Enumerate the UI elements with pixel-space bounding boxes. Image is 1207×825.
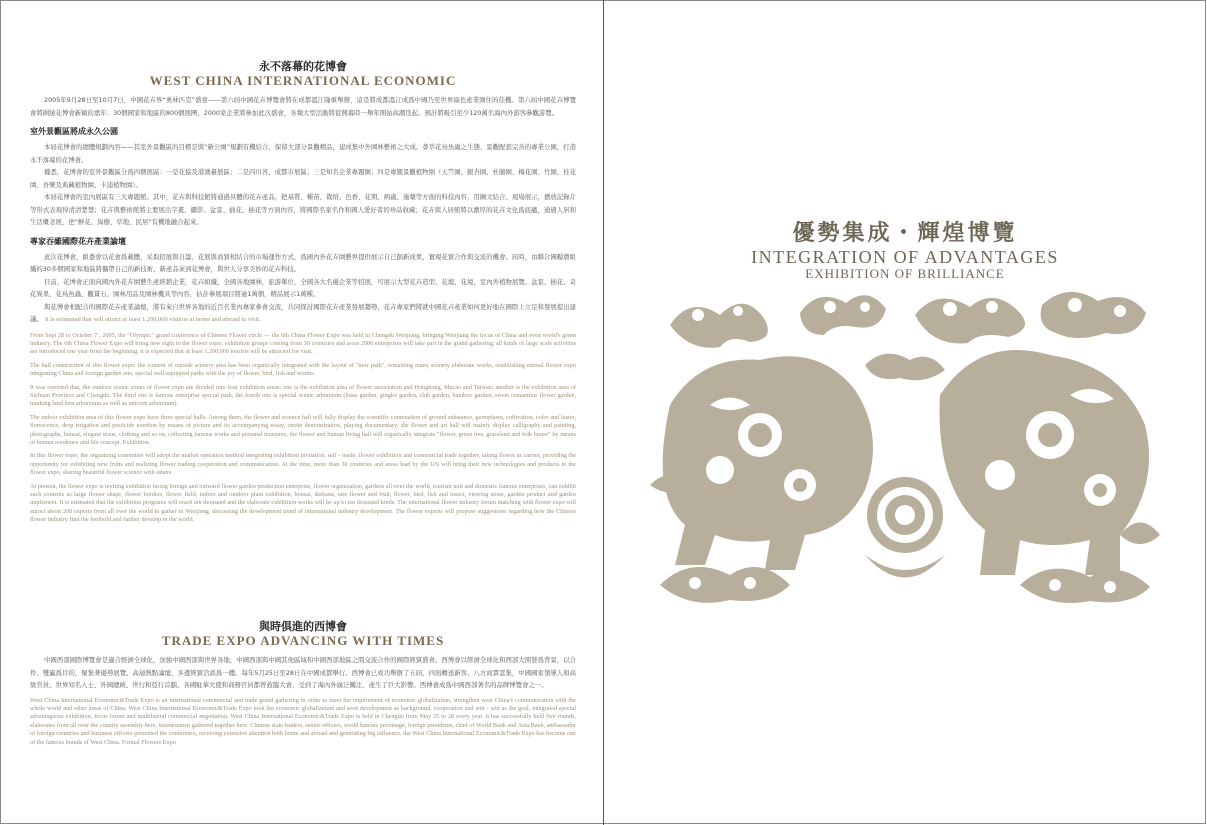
section2-title-en: TRADE EXPO ADVANCING WITH TIMES: [161, 633, 445, 648]
english-paragraph-6: At present, the flower expo is inviting exhibition facing foreign and outward flower garden production enterprise, flower organization, gardens all over the world, tourism unit and domestic famous enterprises, can exhibit such contents as large flower shape, flower borders, flower field, indoor and outdoor plant exhibition, bonsai, ikebana, rare flower and fruit, flower, bird, fish and insect, viewing stone, garden product and garden implement. It is estimated that the exhibition programs will reach ten thousand and the elaborate exhibition works will be up to ten thousand kinds. The international flower industry forum matching with flower expo will attract about 200 experts from all over the world to gather in Wenjiang, discussing the development trend of international industry development. The flower experts will propose suggestions regarding how the Chinese flower industry find the foothold and further develop in the world.: [30, 482, 576, 524]
cloud-scroll-icon: [1020, 569, 1150, 603]
outdoor-paragraph-2: 據悉，花博會的室外景觀區分爲四個展區：一是花協及港澳臺展區；二是四川省、成都市展區；三是知名企業專題園；四是專題景觀植物園（天竺園、銀杏園、杜鵑園、梅花園、竹園、桂花園、吾樂及典藏植物園、卡浦植物園）。: [30, 168, 576, 189]
english-paragraph-4: The indoor exhibition area of this flower expo have three special halls. Among them, the flower and science hall will fully display the scientific connotation of ground substance, germplasm, cultivation, color and luster, florescence, drop irrigation and pesticide exertion by means of picture and its accompanying essay, onsite demonstration, playing documentary; the flower and art hall will mainly display calligraphy and painting, photographs, bonsai, elegant stone, clothing and so on, collecting famous works and personal treasures; the flower and human living hall will organically integrate "flower, green tree, grassland and folk house" by means of human residence and life concept. Exhibition.: [30, 413, 576, 446]
section1-title-cn: 永不落幕的花博會: [259, 60, 347, 73]
right-lion-figure: [940, 350, 1150, 575]
forum-paragraph-3: [30, 301, 576, 327]
left-lion-figure: [663, 356, 873, 570]
section2-paragraph-en: West China International Economic&Trade Expo is an international commercial and trade grand gathering in order to meet the requirement of economic globalization, strengthen west China's communication with the whole world and other areas of China. West China International Economic&Trade Expo took the economic globalization and west development as background, cooperation and win - win as the goal, integrated special advantageous exhibition, focus forum and multilateral commercial negotiation. West China International Economic&Trade Expo is held in Chengdu from May 25 to 28 every year. it has successfully held five rounds, elaborates from all over the country assembly here, businessmen gathered together here. Chinese state leaders, senior officers, world famous personage, foreign presidents, chief of World Bank and Asia Bank, ambassador of foreign countries and business officers presented the conference, receiving extensive attention both home and abroad and generating big influence. the West China International Economic&Trade Expo has become one of the famous brands of West China. Formal Flowers Expo: [30, 696, 576, 746]
subheading-outdoor-park: 室外景觀區將成永久公園: [30, 127, 118, 136]
cloud-scroll-icon: [670, 304, 768, 348]
forum-paragraph-2: 目前，花博會正面向國內外花卉園藝生產經銷企業，花卉組織，全國各地園林，旅游單位，全國各大名優企業等招展，可展示大型花卉造型、花壇、花境，室內外植物展覽、盆景、插花、奇花異果、花鳥魚蟲、觀賞石、園林用品及園林機具等內容，估計參展項目將逾1萬個，精品展示1萬種。: [30, 277, 576, 298]
english-paragraph-3: It was reported that, the outdoor scenic zones of flower expo are divided into four exhibition areas: one is the exhibition area of flower association and Hongkong, Macao and Taiwan; another is the exhibition area of Sichuan Province and Chengdu. The third one is famous enterprise special park, the fourth one is special scenic arboretum (lotus garden, gingko garden, club garden, bamboo garden, sweet osmanthus flower garden, marking land fern arboretum as well as unicorn arboretum).: [30, 383, 576, 408]
section1-title-en: WEST CHINA INTERNATIONAL ECONOMIC: [149, 73, 457, 88]
cloud-scroll-icon: [800, 295, 886, 335]
left-page-section-2: [30, 620, 576, 752]
english-paragraph-5: In this flower expo, the organizing committee will adopt the market operation method integrating exhibition invitation, self - made, flower exhibition and commercial trade together, taking flower as carrier, providing the opportunity for exhibiting new fruits and realizing flower trading cooperation and communication. At the time, more than 30 countries and areas lead by the UN will bring their new technologies and products to the flower expo, sharing beautiful flower science with others.: [30, 452, 576, 477]
forum-paragraph-3-en: It is estimated that will attract at least 1,200,000 visitors at home and abroad to visit.: [44, 316, 261, 323]
cloud-scroll-icon: [915, 298, 1025, 344]
right-title-en: INTEGRATION OF ADVANTAGES: [751, 247, 1059, 267]
twin-lion-papercut-ornament: [650, 285, 1160, 610]
intro-paragraph-cn: 2005年9月28日至10月7日，中國花卉界“奧林匹克”盛會——第六屆中國花卉博覽會將在成都溫江隆重舉辦，這是將成都溫江成爲中國乃至世界綠色產業園住的佳機。第六屆中國花卉博覽會將圍繞花博會新穎的嘉年：30個國家和地區的800個展團，2000家企業將參加此次盛會，各類大型活動將從開幕時一舉年開始高潮迭起。預計將吸引至少120萬名海內外游客參觀游覽。: [30, 96, 576, 117]
cloud-scroll-icon: [1041, 292, 1146, 338]
subheading-forum: 專家吞雖國際花卉產業論壇: [30, 236, 126, 246]
english-paragraph-1: From Sept 28 to October 7 , 2005, the "Olympic" grand conference of Chinese Flower circle — the 6th China Flower Expo was held in Chengdu Wenjiang, bringing Wenjiang the focus of China and even world's green industry. The 6th China Flower Expo will bring new sight to the flower expo: exhibition groups coming from 30 countries and areas 2000 enterprises will take part in the grand gathering; all kinds of large scale activities are introduced one year from the beginning. it is expected that at least 1,200,000 tourists will be attracted for visit.: [30, 331, 576, 356]
cloud-scroll-icon: [660, 567, 790, 603]
cloud-scroll-icon: [865, 354, 945, 381]
forum-paragraph-3-cn: 與花博會相配合的國際花卉產業論壇，將有來自世界各地的近百名業內專家參會交流，共同探討國際花卉產業發展趨勢，花卉專家們將就中國花卉產業如何更好地在國際上立足和發展提出建議。: [30, 302, 576, 323]
section2-title-cn: 與時俱進的西博會: [259, 620, 347, 633]
right-title-cn: 優勢集成・輝煌博覽: [792, 221, 1018, 246]
section2-paragraph-cn: 中國西部國際博覽會是適合經濟全球化，加強中國西部與世界各地，中國西部與中國其他區域和中國西部地區之間交流合作的國際經貿盛會。西博會以經濟全球化和西部大開發爲背景，以合作、雙贏爲目的，聚集著優勢展覽、高層熱點論壇、多邊經貿洽談爲一體。每年5月25日至28日在中國成都舉行。西博會已成功舉辦了五屆，四面轉送新客、八方商賈雲集，中國國家領導人和高級官員、世界知名人士、外國總統、世行和亞行首腦、各國駐華大使和商務官員都曾蒞臨大會，受到了海內外廣泛關注，產生了巨大影響。西博會成爲中國西部著名的品牌博覽會之一。: [30, 656, 576, 689]
embroidered-ball-icon: [865, 477, 945, 578]
forum-paragraph-1: 此次花博會，組委會以花會爲載體，采取招展與自籌、花展與商貿相結合的市場運作方式，爲國內外花卉園藝界提供展示自己創新成果、實現花貿合作與交流的機會。屆時，由聯合國糧農組織的30多個國家和地區將攜帶自己的新技術、新產品來到花博會，與世人分享美妙的花卉科技。: [30, 252, 576, 273]
right-page: [604, 0, 1206, 825]
english-paragraph-2: The hall construction of this flower expo: the content of outside scenery area has been organically integrated with the layout of "new park", remaining many scenery elaborate works, establishing eternal flower expo integrating China and foreign garden arts, special well-equipped parks with the joy of flower, bird, fish and worms.: [30, 361, 576, 378]
right-subtitle-en: EXHIBITION OF BRILLIANCE: [805, 266, 1005, 281]
outdoor-paragraph-3: 本屆花博會的室內展區有三大專題館。其中，花卉與科技館將通過具體的花卉產品，把基質、種苗、栽培、色香、花期、病蟲、施藥等方面的科技內容，用圖文結合、現場展示，播放記錄片等形式表現得清清楚楚；花卉與藝術館將主要展出字畫、攝影、盆景、插花、插花等方面內容，將國際名家名作和國人愛好者的珍品收藏；花卉與人居館將以濃厚的花卉文化爲底蘊，通過人居和生活概念展，把“鮮花、綠樹、草地、民居”有機地融合起來。: [30, 193, 576, 226]
outdoor-paragraph-1: 本屆花博會的總體規劃內容——其室外景觀區的目標是與“新公園”規劃有機結合，保留大部分景觀精品，建成集中外園林藝術之大成、薈萃花鳥魚蟲之生態、景觀配套完善的專業公園，打造永不落幕的花博會。: [30, 143, 576, 164]
left-page-section-1: [30, 60, 576, 530]
